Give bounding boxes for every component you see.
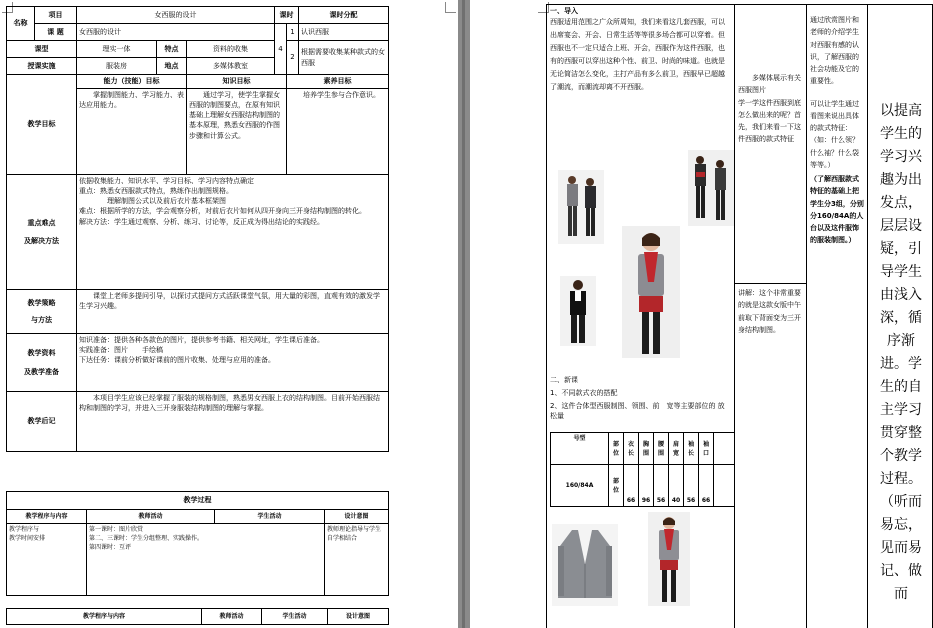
spec-num-0: 66 xyxy=(624,465,639,507)
strategy-label xyxy=(7,290,77,334)
alloc-2-text: 根据需要收集某种款式的女西服 xyxy=(299,41,389,75)
spec-blank xyxy=(714,433,735,465)
resources-line: 下达任务：课前分析做好课前的图片收集、处理与应用的准备。 xyxy=(79,356,275,365)
goals-col1-text: 掌握制图能力、学习能力、表达应用能力。 xyxy=(77,89,187,175)
spec-col-6: 袖口 xyxy=(699,433,714,465)
goals-col3-head: 素养目标 xyxy=(287,75,389,89)
spec-num-1: 96 xyxy=(639,465,654,507)
page-gap xyxy=(458,0,470,628)
design-intent-2: 可以让学生通过看图来说出具体的款式特征：（如：什么领？什么袖？什么袋等等。） xyxy=(810,99,859,169)
spec-col-0: 部位 xyxy=(609,433,624,465)
goals-col3-text: 培养学生参与合作意识。 xyxy=(287,89,389,175)
topic-label: 课 题 xyxy=(35,24,77,41)
spec-num-2: 56 xyxy=(654,465,669,507)
spec-col-2: 胸围 xyxy=(639,433,654,465)
spec-col-1: 衣长 xyxy=(624,433,639,465)
feature-value: 资料的收集 xyxy=(187,41,275,58)
spec-value: 160/84A xyxy=(551,465,609,507)
spec-num-4: 56 xyxy=(684,465,699,507)
feature-label: 特点 xyxy=(157,41,187,58)
afterword-label: 教学后记 xyxy=(7,392,77,452)
row-border xyxy=(546,4,933,5)
intro-title: 一、导入 xyxy=(550,7,578,15)
process-row-label xyxy=(7,524,87,596)
spec-blank xyxy=(714,465,735,507)
process-step: 第二、三课时：学生分组整理、实践操作。 xyxy=(89,535,204,542)
new-line2: 2、这件合体型西服制图、领围、前 宽等主要部位的 放松量 xyxy=(550,402,725,421)
new-lesson-section xyxy=(550,375,731,422)
photo-dark-suit-pair xyxy=(688,150,734,226)
bottom-col4: 设计意图 xyxy=(328,609,389,625)
spec-table xyxy=(550,432,735,507)
keypoints-content xyxy=(77,175,389,290)
design-intent xyxy=(810,14,865,247)
spec-row-label: 部位 xyxy=(609,465,624,507)
teacher-activity-1: 多媒体展示有关西服图片 xyxy=(738,74,801,95)
project-label: 项目 xyxy=(35,7,77,24)
keypoints-line: 依据收集能力、知识水平、学习目标、学习内容特点确定 xyxy=(79,177,254,185)
new-title: 二、新课 xyxy=(550,376,578,384)
goals-label: 教学目标 xyxy=(7,75,77,175)
goals-col2-head: 知识目标 xyxy=(187,75,287,89)
spec-num-5: 66 xyxy=(699,465,714,507)
document-page-right xyxy=(470,0,933,628)
resources-content xyxy=(77,334,389,392)
design-intent-3: （了解西服款式特征的基础上把学生分3组，分别分160/84A的人台以及这件服饰的服装制图。） xyxy=(810,175,864,245)
column-border xyxy=(867,4,868,628)
process-row-label-2: 教学时间安排 xyxy=(9,535,46,542)
process-col4: 设计意图 xyxy=(325,510,389,524)
resources-line: 实践准备：图片 手绘稿 xyxy=(79,346,163,355)
alloc-1-text: 认识西服 xyxy=(299,24,389,41)
spec-col-5: 袖长 xyxy=(684,433,699,465)
type-value: 理实一体 xyxy=(77,41,157,58)
process-design-intent: 教师理论指导与学生自学相结合 xyxy=(325,524,389,596)
type-label: 课型 xyxy=(7,41,77,58)
design-rationale: 以提高学生的学习兴趣为出发点，层层设疑，引导学生由浅入深，循序渐进。学生的自主学习贯穿整个教学过程。（听而易忘，见而易记、做而 xyxy=(880,103,922,602)
process-col3: 学生活动 xyxy=(215,510,325,524)
keypoints-label xyxy=(7,175,77,290)
name-label: 名称 xyxy=(7,7,35,41)
column-border xyxy=(806,4,807,628)
process-teacher-activities xyxy=(87,524,325,596)
implement-label: 授课实施 xyxy=(7,58,77,75)
alloc-2-num: 2 xyxy=(287,41,299,75)
goals-col2-text: 通过学习，使学生掌握女西服的制图要点，在原有知识基础上理解女西服结构制图的基本原理，熟悉女西服的作图步骤和计算公式。 xyxy=(187,89,287,175)
hours-alloc-label: 课时分配 xyxy=(299,7,389,24)
resources-line: 知识准备：提供各种各款色的图片，提供参考书籍、相关网址，学生课后准备。 xyxy=(79,336,324,344)
process-table-bottom xyxy=(6,608,389,625)
process-row-label-1: 教学程序与 xyxy=(9,526,40,533)
photo-black-suit xyxy=(560,276,596,346)
column-border xyxy=(546,4,547,628)
design-intent-1: 通过欣赏图片和老师的介绍学生对西服有感的认识，了解西服的社会功能及它的重要性。 xyxy=(810,16,859,86)
bottom-col2: 教师活动 xyxy=(202,609,262,625)
photo-red-scarf-model xyxy=(622,226,680,358)
process-step: 第四课时：互评 xyxy=(89,544,132,551)
process-title: 教学过程 xyxy=(7,492,389,510)
strategy-text: 课堂上老师多提问引导，以探讨式提问方式活跃课堂气氛，用大量的彩图，直观有效的激发学生学习兴趣。 xyxy=(77,290,389,334)
strategy-label-2: 与方法 xyxy=(31,315,52,324)
crop-mark xyxy=(445,2,456,13)
project-value: 女西服的设计 xyxy=(77,7,275,24)
document-page-left xyxy=(0,0,458,628)
implement-value: 服装房 xyxy=(77,58,157,75)
keypoints-label-1: 重点难点 xyxy=(27,218,56,227)
column-border xyxy=(734,4,735,628)
keypoints-label-2: 及解决方法 xyxy=(24,237,59,245)
alloc-1-num: 1 xyxy=(287,24,299,41)
keypoints-line: 难点：根据所学的方法，学会观察分析，对前后衣片如何从四开身向三开身结构制图的转化。 xyxy=(79,207,366,216)
hours-total: 4 xyxy=(275,24,287,75)
spec-col-3: 腰围 xyxy=(654,433,669,465)
process-col1: 教学程序与内容 xyxy=(7,510,87,524)
process-step: 第一课时：图片欣赏 xyxy=(89,526,144,533)
process-table xyxy=(6,491,389,596)
spec-col-4: 肩宽 xyxy=(669,433,684,465)
intro-section xyxy=(550,6,731,94)
strategy-label-1: 教学策略 xyxy=(27,299,56,308)
intro-text: 西服适用范围之广众所周知，我们来看这几套西服，可以出席宴会、开会、日常生活等等很多场合都可以穿着。但西服也不一定只适合上班、开会，西服作为这件西服，也有的西服可以穿出这种个性、前卫、时尚的味道。也就是无论简洁怎么变化，主打产品有多么前卫，西服早已超越了潮流，而潮流却离不开西服。 xyxy=(550,18,725,91)
row-border xyxy=(734,283,806,284)
keypoints-line: 重点：熟悉女西服款式特点，熟练作出制图规格。 xyxy=(79,187,233,196)
keypoints-line: 解决方法：学生通过观察、分析、练习、讨论等，反正成为得出结论的实践经。 xyxy=(79,217,324,226)
topic-value: 女西服的设计 xyxy=(77,24,275,41)
photo-grey-suit-pair xyxy=(558,170,604,244)
spec-header: 号型 xyxy=(551,433,609,465)
bottom-col3: 学生活动 xyxy=(262,609,328,625)
photo-grey-jacket xyxy=(552,524,618,606)
teacher-activity-3: 讲解：这个非常重要的就是这款女版中午前取下背面变为三开身结构制图。 xyxy=(738,289,801,334)
place-value: 多媒体教室 xyxy=(187,58,275,75)
resources-label xyxy=(7,334,77,392)
teacher-activity xyxy=(738,72,802,146)
resources-label-1: 教学资料 xyxy=(27,349,56,358)
goals-col1-head: 能力（技能）目标 xyxy=(77,75,187,89)
teacher-activity-2: 学一学这件西服到底怎么做出来的呢？首先，我们来看一下这件西服的款式特征 xyxy=(738,98,801,144)
photo-red-scarf-model-small xyxy=(648,512,690,606)
process-col2: 教师活动 xyxy=(87,510,215,524)
hours-label: 课时 xyxy=(275,7,299,24)
bottom-col1: 教学程序与内容 xyxy=(7,609,202,625)
new-line1: 1、不同款式衣的搭配 xyxy=(550,389,618,398)
keypoints-line: 理解制图公式以及前后衣片基本框架图 xyxy=(107,197,226,206)
afterword-text: 本项目学生应该已经掌握了服装的规格制图，熟悉男女西服上衣的结构制图。目前开始西服结构和制图的学习，并进入三开身服装结构制图的理解与掌握。 xyxy=(77,392,389,452)
spec-num-3: 40 xyxy=(669,465,684,507)
lesson-plan-table xyxy=(6,6,389,452)
resources-label-2: 及教学准备 xyxy=(24,367,59,376)
place-label: 地点 xyxy=(157,58,187,75)
